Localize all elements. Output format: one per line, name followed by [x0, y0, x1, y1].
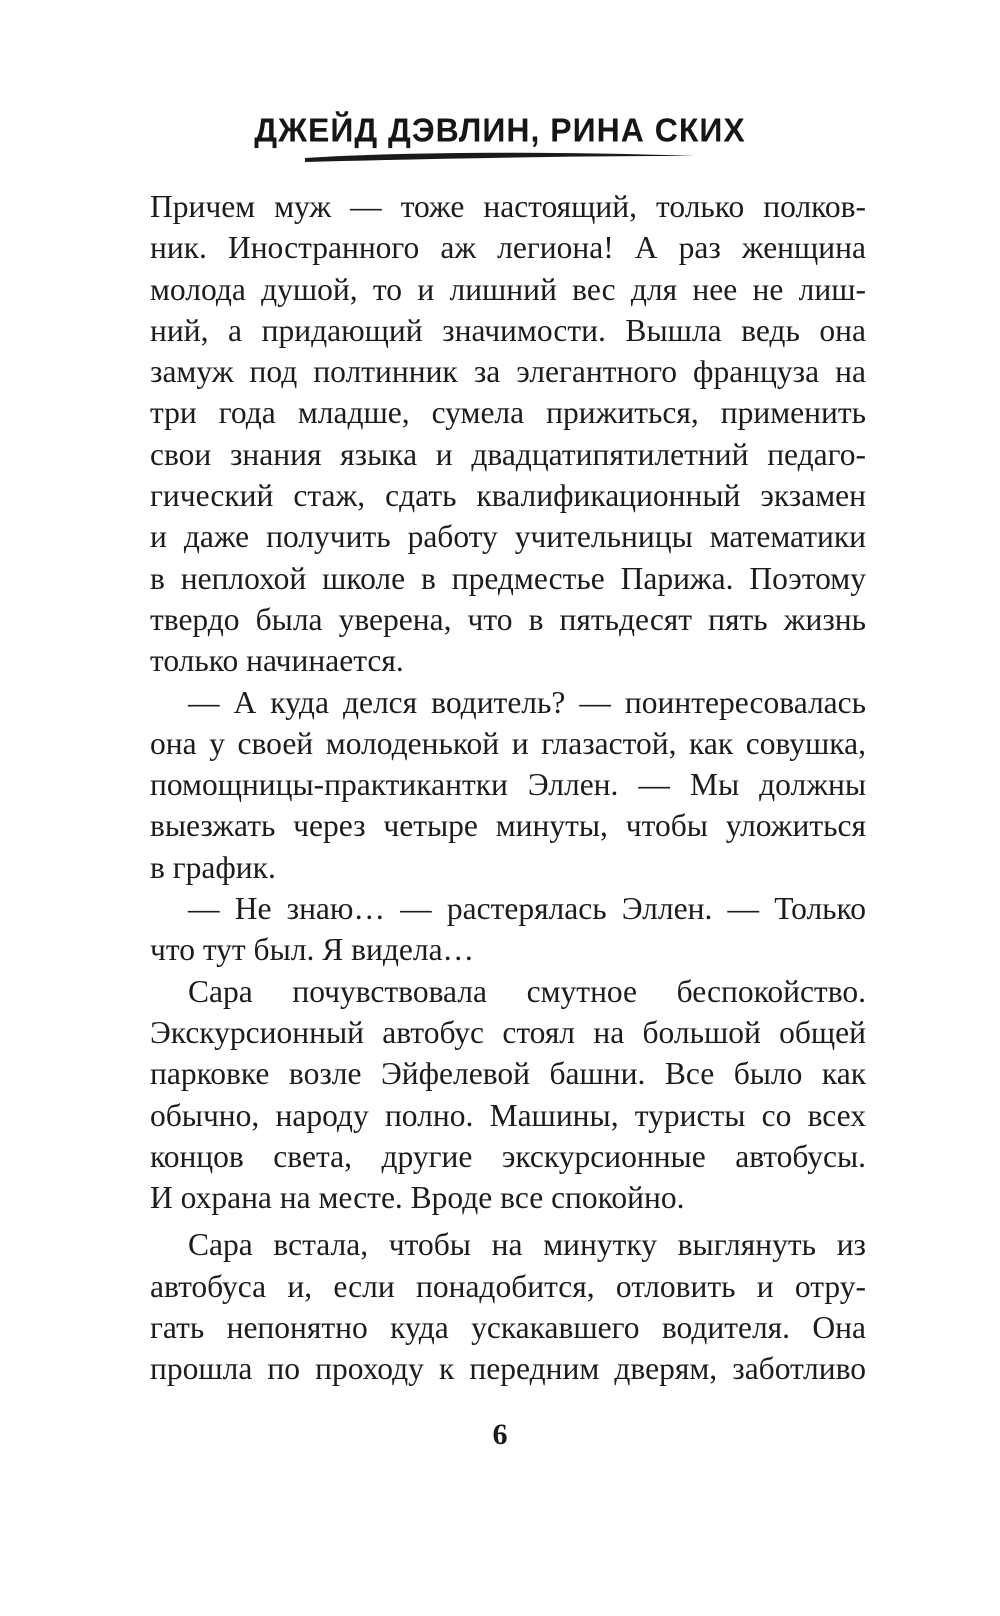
- text-line: — А куда делся водитель? — поинтересовалась: [188, 684, 866, 720]
- text-line: она у своей молоденькой и глазастой, как совушка,: [150, 725, 866, 761]
- text-line: свои знания языка и двадцатипятилетний педаго-: [150, 436, 866, 472]
- running-header: [0, 112, 1000, 149]
- page-body-text: [150, 186, 866, 1390]
- text-line: Сара почувствовала смутное беспокойство.: [188, 973, 866, 1009]
- text-line: прошла по проходу к передним дверям, заботливо: [150, 1351, 866, 1387]
- text-line: молода душой, то и лишний вес для нее не лиш-: [150, 271, 866, 307]
- text-line: гать непонятно куда ускакавшего водителя. Она: [150, 1310, 866, 1346]
- text-line: три года младше, сумела прижиться, применить: [150, 395, 866, 431]
- header-swoosh-ornament: [305, 150, 695, 164]
- text-line: гический стаж, сдать квалификационный экзамен: [150, 478, 866, 514]
- text-line: твердо была уверена, что в пятьдесят пять жизнь: [150, 601, 866, 637]
- text-line: — Не знаю… — растерялась Эллен. — Только: [188, 891, 866, 927]
- text-line: замуж под полтинник за элегантного француза на: [150, 354, 866, 390]
- text-line: только начинается.: [150, 643, 404, 679]
- text-line: ний, а придающий значимости. Вышла ведь она: [150, 312, 866, 348]
- text-line: что тут был. Я видела…: [150, 932, 475, 968]
- text-line: и даже получить работу учительницы математики: [150, 519, 866, 555]
- text-line: И охрана на месте. Вроде все спокойно.: [150, 1180, 685, 1216]
- page-number: 6: [492, 1418, 508, 1451]
- text-line: помощницы-практикантки Эллен. — Мы должны: [150, 767, 866, 803]
- text-line: в график.: [150, 849, 276, 885]
- text-line: Экскурсионный автобус стоял на большой общей: [150, 1014, 866, 1050]
- text-line: в неплохой школе в предместье Парижа. Поэтому: [150, 560, 866, 596]
- text-line: автобуса и, если понадобится, отловить и отру-: [150, 1268, 866, 1304]
- text-line: концов света, другие экскурсионные автобусы.: [150, 1138, 866, 1174]
- text-line: обычно, народу полно. Машины, туристы со всех: [150, 1097, 866, 1133]
- text-line: выезжать через четыре минуты, чтобы уложиться: [150, 808, 866, 844]
- book-authors-title: ДЖЕЙД ДЭВЛИН, РИНА СКИХ: [254, 111, 746, 149]
- text-line: ник. Иностранного аж легиона! А раз женщина: [150, 230, 866, 266]
- text-line: Сара встала, чтобы на минутку выглянуть из: [188, 1227, 866, 1263]
- text-line: парковке возле Эйфелевой башни. Все было как: [150, 1056, 866, 1092]
- text-line: Причем муж — тоже настоящий, только полков-: [150, 189, 866, 224]
